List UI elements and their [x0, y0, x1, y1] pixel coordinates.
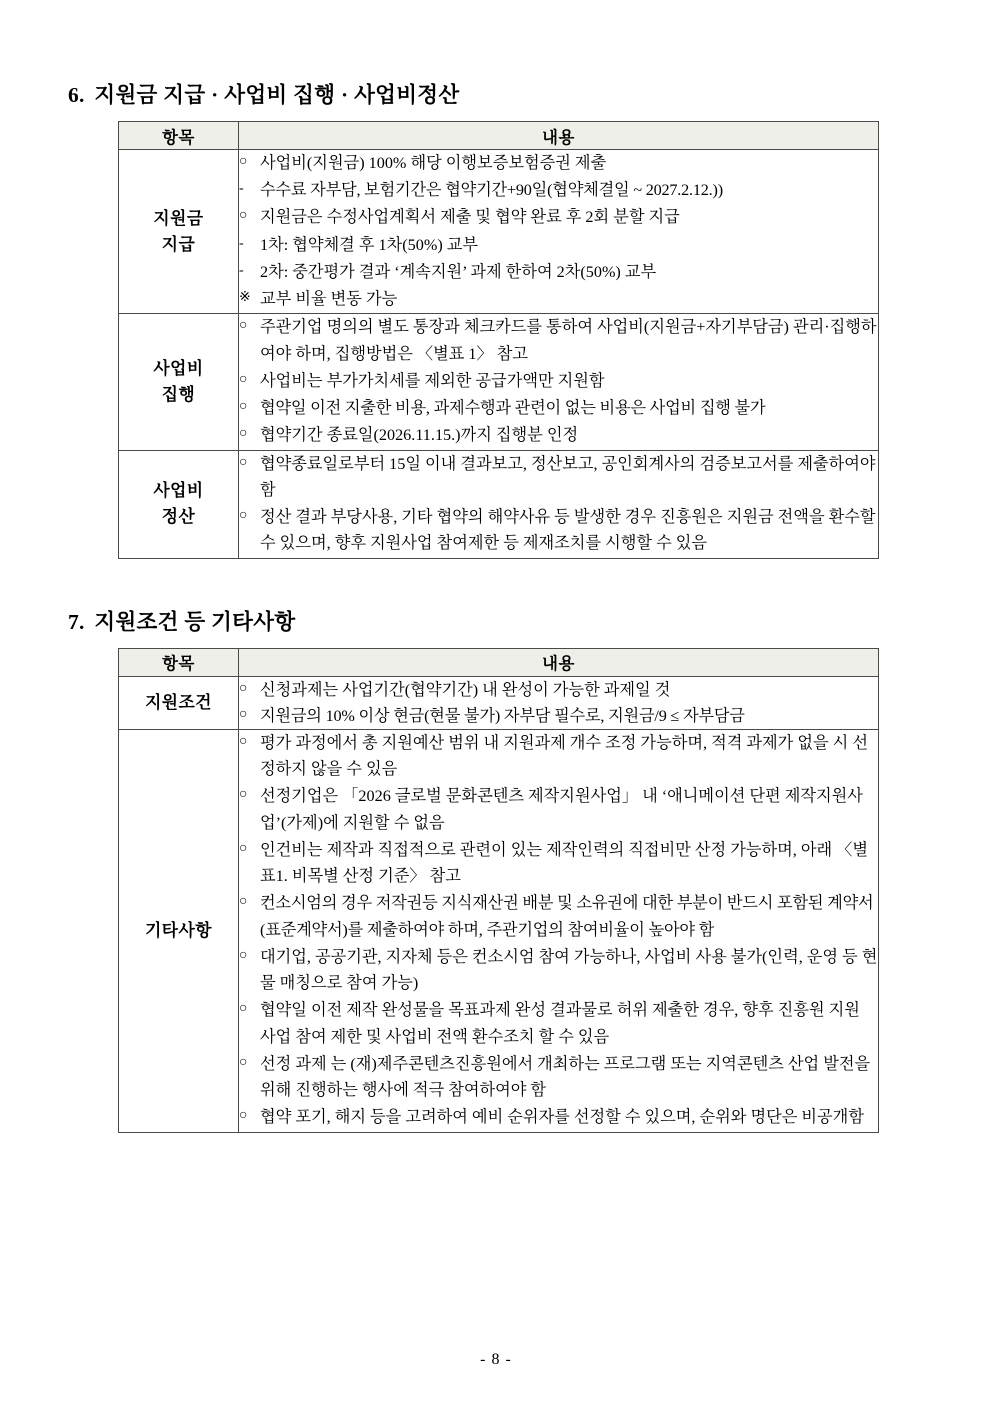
table-row: [119, 676, 879, 729]
list-item: [239, 314, 878, 366]
row-item-line: 사업비: [153, 358, 204, 378]
bullet-list: [239, 150, 878, 312]
bullet-list: [239, 314, 878, 448]
list-item: [239, 422, 878, 448]
row-item-line: 지원금: [153, 208, 204, 228]
list-item-text: 평가 과정에서 총 지원예산 범위 내 지원과제 개수 조정 가능하며, 적격 과제가 없을 시 선정하지 않을 수 있음: [260, 733, 868, 779]
section-6-heading: [68, 78, 930, 109]
table-row: [119, 314, 879, 450]
table-row: [119, 450, 879, 558]
section-spacer: [62, 559, 930, 605]
section-6-title: 지원금 지급 · 사업비 집행 · 사업비정산: [94, 83, 460, 107]
list-item: [239, 204, 878, 230]
list-item: [239, 837, 878, 889]
row-item-line: 기타사항: [145, 920, 212, 940]
list-item-text: 인건비는 제작과 직접적으로 관련이 있는 제작인력의 직접비만 산정 가능하며, 아래 〈별표1. 비목별 산정 기준〉 참고: [260, 840, 868, 886]
row-content: [239, 729, 879, 1132]
row-item-label: [119, 314, 239, 450]
circle-bullet-icon: ○: [239, 208, 248, 224]
circle-bullet-icon: ○: [239, 787, 248, 803]
list-item-text: 협약기간 종료일(2026.11.15.)까지 집행분 인정: [260, 426, 579, 445]
list-item: [239, 451, 878, 503]
list-item-text: 사업비(지원금) 100% 해당 이행보증보험증권 제출: [260, 154, 607, 172]
circle-bullet-icon: ○: [239, 1108, 248, 1124]
list-item: [239, 150, 878, 176]
list-item-text: 지원금은 수정사업계획서 제출 및 협약 완료 후 2회 분할 지급: [260, 208, 680, 227]
row-item-label: [119, 729, 239, 1132]
circle-bullet-icon: ○: [239, 318, 248, 334]
dash-bullet-icon: -: [239, 181, 244, 197]
bullet-list: [239, 730, 878, 1131]
list-item: [239, 997, 878, 1049]
list-item-text: 사업비는 부가가치세를 제외한 공급가액만 지원함: [260, 371, 605, 390]
circle-bullet-icon: ○: [239, 154, 248, 169]
page-number: - 8 -: [480, 1351, 512, 1368]
list-item: [239, 395, 878, 421]
list-item: [239, 1104, 878, 1130]
dash-bullet-icon: -: [239, 235, 244, 251]
table-row: [119, 729, 879, 1132]
section-6-number: 6.: [68, 83, 85, 107]
section-7-number: 7.: [68, 609, 85, 634]
list-item-text: 2차: 중간평가 결과 ‘계속지원’ 과제 한하여 2차(50%) 교부: [260, 262, 657, 281]
list-item: [239, 368, 878, 394]
circle-bullet-icon: ○: [239, 1054, 248, 1070]
circle-bullet-icon: ○: [239, 894, 248, 910]
table-header-row: [119, 648, 879, 676]
row-item-line: 지원조건: [145, 692, 212, 712]
circle-bullet-icon: ○: [239, 840, 248, 856]
list-item-text: 1차: 협약체결 후 1차(50%) 교부: [260, 235, 479, 254]
list-item: [239, 232, 878, 258]
row-item-label: [119, 676, 239, 729]
row-item-line: 정산: [161, 507, 196, 527]
circle-bullet-icon: ○: [239, 454, 248, 470]
column-header-content: 내용: [239, 648, 879, 676]
circle-bullet-icon: ○: [239, 371, 248, 387]
list-item-text: 주관기업 명의의 별도 통장과 체크카드를 통하여 사업비(지원금+자기부담금) 관리·집행하여야 하며, 집행방법은 〈별표 1〉 참고: [260, 318, 877, 363]
column-header-item: 항목: [119, 122, 239, 150]
list-item: [239, 504, 878, 556]
list-item: [239, 286, 878, 312]
section-7-heading: [68, 605, 930, 636]
table-header-row: [119, 122, 879, 150]
table-row: [119, 150, 879, 314]
column-header-content: 내용: [239, 122, 879, 150]
section-7-table: [118, 648, 879, 1133]
row-item-label: [119, 150, 239, 314]
section-7-title: 지원조건 등 기타사항: [94, 609, 296, 634]
list-item-text: 컨소시엄의 경우 저작권등 지식재산권 배분 및 소유권에 대한 부분이 반드시 포함된 계약서(표준계약서)를 제출하여야 하며, 주관기업의 참여비율이 높아야 함: [260, 894, 874, 939]
circle-bullet-icon: ○: [239, 680, 248, 696]
list-item: [239, 890, 878, 942]
list-item-text: 신청과제는 사업기간(협약기간) 내 완성이 가능한 과제일 것: [260, 680, 671, 699]
row-content: [239, 450, 879, 558]
dash-bullet-icon: -: [239, 262, 244, 278]
list-item: [239, 783, 878, 835]
section-6-table: [118, 121, 879, 559]
list-item-text: 협약종료일로부터 15일 이내 결과보고, 정산보고, 공인회계사의 검증보고서를 제출하여야 함: [260, 454, 876, 499]
circle-bullet-icon: ○: [239, 1001, 248, 1017]
list-item: [239, 730, 878, 782]
row-item-line: 집행: [161, 384, 196, 404]
bullet-list: [239, 677, 878, 729]
circle-bullet-icon: ○: [239, 399, 248, 415]
list-item-text: 협약일 이전 지출한 비용, 과제수행과 관련이 없는 비용은 사업비 집행 불가: [260, 399, 766, 418]
circle-bullet-icon: ○: [239, 733, 248, 749]
list-item: [239, 177, 878, 203]
list-item-text: 선정 과제 는 (재)제주콘텐츠진흥원에서 개최하는 프로그램 또는 지역콘텐츠 산업 발전을 위해 진행하는 행사에 적극 참여하여야 함: [260, 1054, 871, 1100]
circle-bullet-icon: ○: [239, 947, 248, 963]
row-item-label: [119, 450, 239, 558]
list-item-text: 교부 비율 변동 가능: [260, 290, 398, 309]
list-item: [239, 259, 878, 285]
list-item-text: 지원금의 10% 이상 현금(현물 불가) 자부담 필수로, 지원금/9 ≤ 자부담금: [260, 706, 745, 725]
circle-bullet-icon: ○: [239, 706, 248, 722]
list-item: [239, 703, 878, 729]
list-item: [239, 1051, 878, 1103]
row-content: [239, 676, 879, 729]
list-item-text: 협약일 이전 제작 완성물을 목표과제 완성 결과물로 허위 제출한 경우, 향후 진흥원 지원 사업 참여 제한 및 사업비 전액 환수조치 할 수 있음: [260, 1001, 860, 1046]
column-header-item: 항목: [119, 648, 239, 676]
reference-mark-icon: ※: [239, 290, 251, 306]
row-item-line: 사업비: [153, 481, 204, 501]
row-content: [239, 314, 879, 450]
row-item-line: 지급: [161, 234, 196, 254]
list-item-text: 선정기업은 「2026 글로벌 문화콘텐츠 제작지원사업」 내 ‘애니메이션 단편 제작지원사업’(가제)에 지원할 수 없음: [260, 787, 863, 832]
list-item: [239, 944, 878, 996]
circle-bullet-icon: ○: [239, 426, 248, 442]
row-content: [239, 150, 879, 314]
list-item: [239, 677, 878, 703]
list-item-text: 수수료 자부담, 보험기간은 협약기간+90일(협약체결일 ~ 2027.2.12.)): [260, 181, 723, 200]
list-item-text: 대기업, 공공기관, 지자체 등은 컨소시엄 참여 가능하나, 사업비 사용 불가(인력, 운영 등 현물 매칭으로 참여 가능): [260, 947, 878, 993]
list-item-text: 협약 포기, 해지 등을 고려하여 예비 순위자를 선정할 수 있으며, 순위와 명단은 비공개함: [260, 1108, 864, 1127]
bullet-list: [239, 451, 878, 557]
list-item-text: 정산 결과 부당사용, 기타 협약의 해약사유 등 발생한 경우 진흥원은 지원금 전액을 환수할 수 있으며, 향후 지원사업 참여제한 등 제재조치를 시행할 수 있음: [260, 508, 876, 553]
circle-bullet-icon: ○: [239, 508, 248, 524]
